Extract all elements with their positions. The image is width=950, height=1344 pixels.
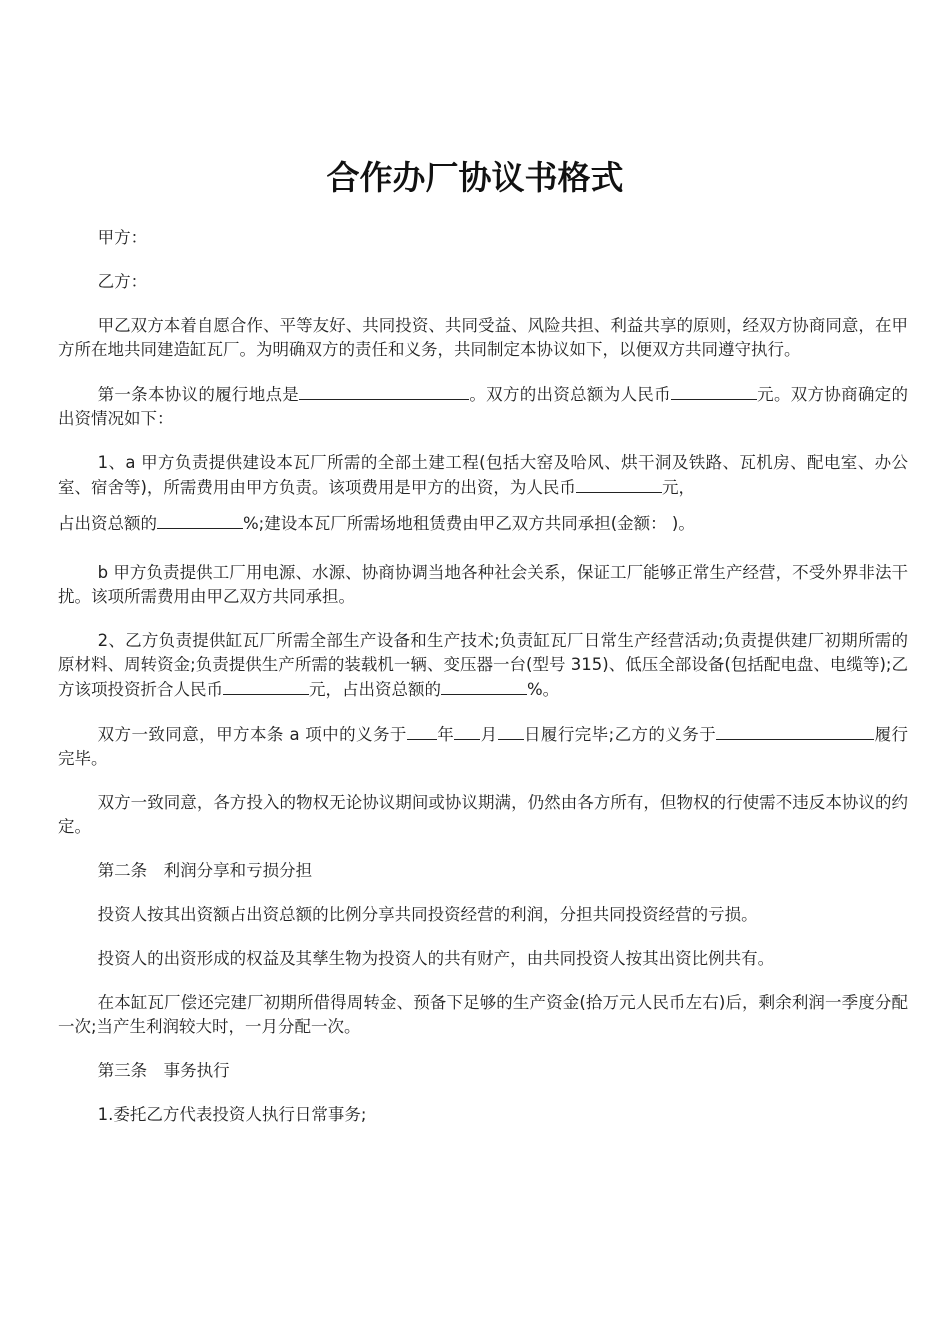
article-2-paragraph-2: 投资人的出资形成的权益及其孳生物为投资人的共有财产，由共同投资人按其出资比例共有。 <box>97 949 775 968</box>
day-blank <box>498 722 524 740</box>
party-b-line: 乙方： <box>97 272 148 291</box>
deadline-text-c: 履行完毕。 <box>58 725 909 768</box>
article-3-paragraph-1: 1.委托乙方代表投资人执行日常事务; <box>97 1105 367 1124</box>
intro-paragraph: 甲乙双方本着自愿合作、平等友好、共同投资、共同受益、风险共担、利益共享的原则，经双方协商同意，在甲方所在地共同建造缸瓦厂。为明确双方的责任和义务，共同制定本协议如下，以便双方共同遵守执行。 <box>58 316 908 359</box>
article-2-paragraph-3: 在本缸瓦厂偿还完建厂初期所借得周转金、预备下足够的生产资金(拾万元人民币左右)后，剩余利润一季度分配一次;当产生利润较大时，一月分配一次。 <box>58 993 908 1036</box>
article-1-text-a: 第一条本协议的履行地点是 <box>97 385 300 404</box>
year-blank <box>407 722 437 740</box>
item-1b-paragraph: b 甲方负责提供工厂用电源、水源、协商协调当地各种社会关系，保证工厂能够正常生产经营，不受外界非法干扰。该项所需费用由甲乙双方共同承担。 <box>58 563 908 606</box>
item-2-text-c: %。 <box>527 680 560 699</box>
deadline-text-a: 双方一致同意，甲方本条 a 项中的义务于 <box>97 725 407 744</box>
deadline-month: 月 <box>480 725 498 744</box>
party-a-amount-blank <box>576 475 662 493</box>
month-blank <box>454 722 480 740</box>
article-3-heading: 第三条 事务执行 <box>97 1061 230 1080</box>
party-b-deadline-blank-2 <box>830 722 874 740</box>
item-2-paragraph <box>58 629 908 702</box>
item-1a-paragraph <box>58 451 908 500</box>
document-body <box>58 226 908 1147</box>
article-2-paragraph-1: 投资人按其出资额占出资总额的比例分享共同投资经营的利润，分担共同投资经营的亏损。 <box>97 905 758 924</box>
deadline-text-b: 日履行完毕;乙方的义务于 <box>523 725 717 744</box>
item-1a-text-d: %;建设本瓦厂所需场地租赁费由甲乙双方共同承担(金额： )。 <box>243 514 695 533</box>
article-1-text-b: 。双方的出资总额为人民币 <box>469 385 671 404</box>
article-2-heading: 第二条 利润分享和亏损分担 <box>97 861 313 880</box>
item-1a-text-b: 元， <box>661 478 695 497</box>
party-b-deadline-blank <box>716 722 830 740</box>
item-1a-text-c: 占出资总额的 <box>58 514 157 533</box>
deadline-year: 年 <box>436 725 455 744</box>
party-a-percent-blank <box>157 511 243 529</box>
party-b-amount-blank <box>223 677 309 695</box>
item-1a-share-line <box>58 511 908 536</box>
total-amount-blank <box>671 382 757 400</box>
article-1-paragraph <box>58 382 908 431</box>
location-blank <box>299 382 469 400</box>
article-1-text-c: 元。双方协商确定的出资情况如下： <box>58 385 909 428</box>
party-a-line: 甲方： <box>97 228 148 247</box>
item-2-text-b: 元，占出资总额的 <box>309 680 441 699</box>
item-1a-text-a: 1、a 甲方负责提供建设本瓦厂所需的全部土建工程(包括大窑及哈风、烘干洞及铁路、瓦机房、配电室、办公室、宿舍等)，所需费用由甲方负责。该项费用是甲方的出资，为人民币 <box>58 453 908 497</box>
party-b-percent-blank <box>441 677 527 695</box>
property-rights-paragraph: 双方一致同意，各方投入的物权无论协议期间或协议期满，仍然由各方所有，但物权的行使需不违反本协议的约定。 <box>58 793 908 836</box>
document-title: 合作办厂协议书格式 <box>326 158 624 197</box>
agreement-deadline-paragraph <box>58 722 908 771</box>
item-2-text-a: 2、乙方负责提供缸瓦厂所需全部生产设备和生产技术;负责缸瓦厂日常生产经营活动;负责提供建厂初期所需的原材料、周转资金;负责提供生产所需的装载机一辆、变压器一台(型号 315)、低压全部设备(包括配电盘、电缆等);乙方该项投资折合人民币 <box>58 631 908 699</box>
